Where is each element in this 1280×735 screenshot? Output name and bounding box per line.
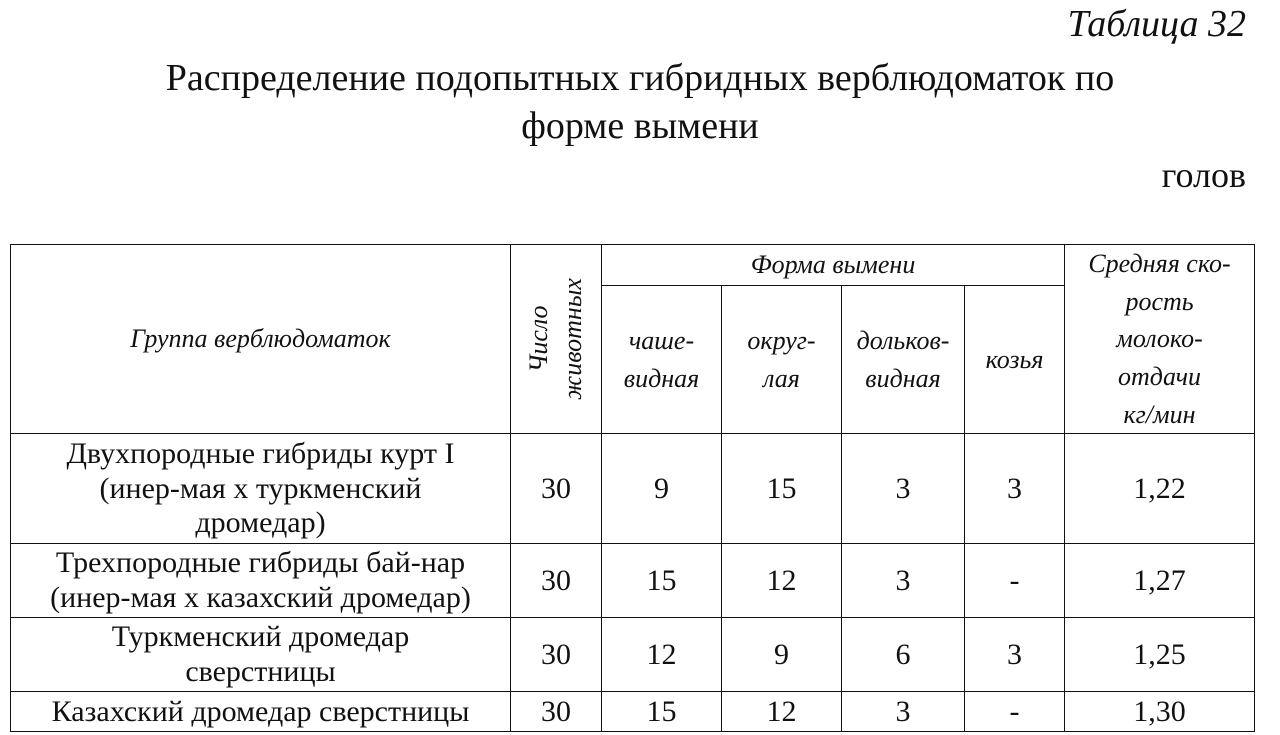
cell-round: 9 [722, 618, 842, 692]
table-title [0, 55, 1280, 150]
cell-count: 30 [511, 692, 602, 732]
cell-speed: 1,25 [1065, 618, 1255, 692]
header-shape-line: видная [865, 363, 941, 393]
header-speed-line: кг/мин [1123, 399, 1196, 429]
cell-goat: 3 [965, 618, 1065, 692]
cell-lobed: 3 [842, 434, 965, 544]
cell-cup: 9 [602, 434, 722, 544]
row-group [11, 692, 511, 732]
header-count-line: животных [558, 278, 587, 401]
cell-goat: - [965, 544, 1065, 618]
group-line: (инер-мая х туркменский [99, 471, 422, 505]
header-speed-line: отдачи [1118, 362, 1202, 392]
header-shape-round [722, 286, 842, 434]
header-animal-count [511, 245, 602, 434]
group-line: (инер-мая х казахский дромедар) [50, 580, 471, 614]
table-number: Таблица 32 [1067, 3, 1246, 45]
group-line: Двухпородные гибриды курт I [66, 437, 455, 471]
header-shape-line: видная [623, 363, 700, 393]
cell-speed: 1,30 [1065, 692, 1255, 732]
group-line: Туркменский дромедар [111, 620, 410, 654]
udder-shape-table [10, 244, 1255, 732]
table-row [11, 544, 1255, 618]
header-shape-lobed [842, 286, 965, 434]
row-group [11, 434, 511, 544]
header-speed-line: Средняя ско- [1088, 249, 1231, 278]
cell-goat: - [965, 692, 1065, 732]
header-speed-line: рость [1125, 286, 1194, 316]
cell-speed: 1,27 [1065, 544, 1255, 618]
table-row [11, 618, 1255, 692]
cell-round: 15 [722, 434, 842, 544]
title-line: Распределение подопытных гибридных верблюдоматок по [165, 57, 1115, 99]
title-line: форме вымени [521, 104, 759, 147]
cell-round: 12 [722, 544, 842, 618]
cell-cup: 15 [602, 692, 722, 732]
header-shape-line: козья [985, 344, 1044, 374]
cell-cup: 15 [602, 544, 722, 618]
cell-goat: 3 [965, 434, 1065, 544]
row-group [11, 618, 511, 692]
header-milking-speed [1065, 245, 1255, 434]
table-row [11, 692, 1255, 732]
header-shape-cup [602, 286, 722, 434]
group-line: Казахский дромедар сверстницы [51, 694, 470, 728]
cell-cup: 12 [602, 618, 722, 692]
header-udder-shape: Форма вымени [602, 245, 1065, 286]
group-line: сверстницы [185, 654, 336, 688]
group-line: дромедар) [195, 506, 326, 540]
unit-label: голов [1161, 155, 1246, 195]
header-shape-line: дольков- [856, 326, 950, 356]
header-shape-line: чаше- [628, 326, 695, 356]
header-group: Группа верблюдоматок [11, 245, 511, 434]
header-shape-goat [965, 286, 1065, 434]
cell-round: 12 [722, 692, 842, 732]
cell-lobed: 3 [842, 544, 965, 618]
header-count-line: Число [524, 305, 554, 373]
header-shape-line: лая [763, 363, 800, 393]
cell-lobed: 6 [842, 618, 965, 692]
header-speed-line: молоко- [1116, 324, 1203, 354]
cell-speed: 1,22 [1065, 434, 1255, 544]
table-row [11, 434, 1255, 544]
group-line: Трехпородные гибриды бай-нар [55, 546, 466, 580]
cell-count: 30 [511, 544, 602, 618]
row-group [11, 544, 511, 618]
header-shape-line: округ- [747, 326, 816, 356]
cell-lobed: 3 [842, 692, 965, 732]
cell-count: 30 [511, 434, 602, 544]
cell-count: 30 [511, 618, 602, 692]
